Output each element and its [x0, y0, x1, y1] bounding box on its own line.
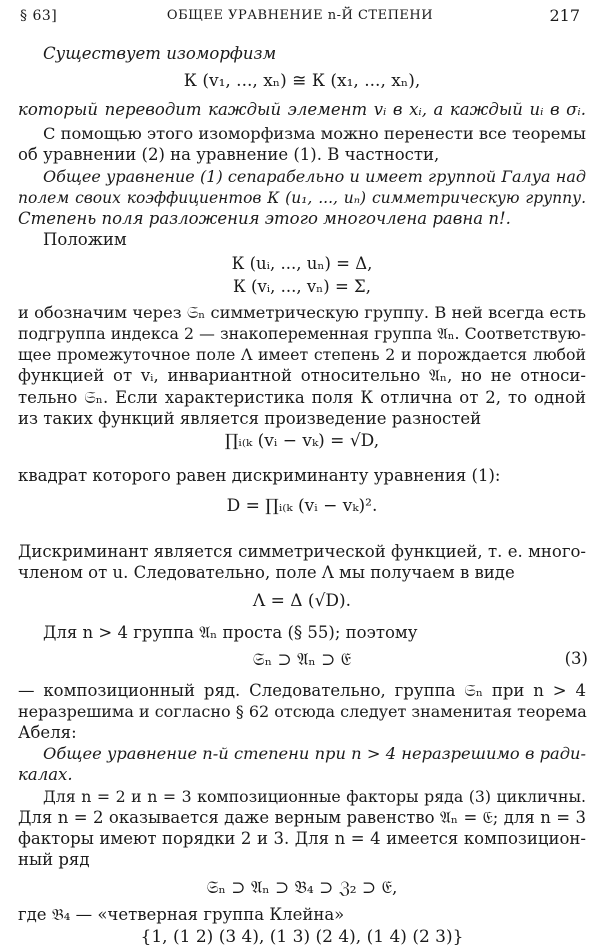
theorem-line: Степень поля разложения этого многочлена равна n!. [18, 209, 511, 228]
page-number: 217 [549, 6, 580, 25]
text-line: — композиционный ряд. Следовательно, группа 𝔖ₙ при n > 4 [18, 681, 586, 700]
running-header [20, 8, 580, 28]
formula-s4-series: 𝔖ₙ ⊃ 𝔄ₙ ⊃ 𝔅₄ ⊃ ℨ₂ ⊃ 𝔈, [206, 878, 398, 898]
text-line: Дискриминант является симметрической функцией, т. е. много- [18, 542, 586, 561]
text-line: который переводит каждый элемент vᵢ в xᵢ, а каждый uᵢ в σᵢ. [18, 100, 586, 119]
text-line: неразрешима и согласно § 62 отсюда следует знаменитая теорема [18, 702, 587, 721]
text-line: Для n > 4 группа 𝔄ₙ проста (§ 55); поэтому [43, 623, 418, 642]
formula-klein-group: {1, (1 2) (3 4), (1 3) (2 4), (1 4) (2 3)} [140, 927, 464, 947]
formula-isomorphism: К (v₁, ..., xₙ) ≅ К (x₁, ..., xₙ), [183, 71, 421, 91]
text-line: Положим [43, 230, 127, 249]
text-line: из таких функций является произведение разностей [18, 409, 482, 428]
theorem-line: полем своих коэффициентов К (u₁, ..., uₙ) симметрическую группу. [18, 189, 586, 207]
theorem-abel-line: Общее уравнение n-й степени при n > 4 неразрешимо в ради- [43, 744, 586, 763]
theorem-abel-line: калах. [18, 765, 73, 784]
text-line: щее промежуточное поле Λ имеет степень 2 и порождается любой [18, 345, 586, 364]
text-line: функцией от vᵢ, инвариантной относительно 𝔄ₙ, но не относи- [18, 366, 586, 385]
theorem-line: Общее уравнение (1) сепарабельно и имеет группой Галуа над [43, 167, 586, 186]
text-line: подгруппа индекса 2 — знакопеременная группа 𝔄ₙ. Соответствую- [18, 324, 586, 343]
formula-composition-series: 𝔖ₙ ⊃ 𝔄ₙ ⊃ 𝔈 [252, 650, 352, 670]
section-reference: § 63] [20, 8, 58, 24]
formula-discriminant: D = ∏ᵢ₍ₖ (vᵢ − vₖ)². [226, 496, 378, 516]
text-line: где 𝔅₄ — «четверная группа Клейна» [18, 905, 345, 924]
formula-sigma: К (vᵢ, ..., vₙ) = Σ, [233, 277, 371, 296]
formula-delta: К (uᵢ, ..., uₙ) = Δ, [231, 254, 373, 273]
text-line: Для n = 2 оказывается даже верным равенство 𝔄ₙ = 𝔈; для n = 3 [18, 808, 586, 827]
text-line: членом от u. Следовательно, поле Λ мы получаем в виде [18, 563, 515, 582]
text-line: Существует изоморфизм [43, 44, 277, 63]
text-line: Для n = 2 и n = 3 композиционные факторы ряда (3) цикличны. [43, 787, 586, 806]
equation-number: (3) [564, 649, 588, 668]
text-line: С помощью этого изоморфизма можно перенести все теоремы [43, 124, 586, 143]
text-line: Абеля: [18, 723, 77, 742]
running-title: ОБЩЕЕ УРАВНЕНИЕ n-Й СТЕПЕНИ [166, 8, 434, 23]
text-line: тельно 𝔖ₙ. Если характеристика поля К отлична от 2, то одной [18, 388, 586, 407]
text-line: квадрат которого равен дискриминанту уравнения (1): [18, 466, 501, 485]
text-line: факторы имеют порядки 2 и 3. Для n = 4 имеется композицион- [18, 829, 586, 848]
formula-product: ∏ᵢ₍ₖ (vᵢ − vₖ) = √D, [224, 431, 380, 451]
text-line: ный ряд [18, 850, 90, 869]
text-line: и обозначим через 𝔖ₙ симметрическую группу. В ней всегда есть [18, 303, 586, 322]
text-line: об уравнении (2) на уравнение (1). В частности, [18, 145, 440, 164]
formula-lambda: Λ = Δ (√D). [252, 591, 352, 611]
